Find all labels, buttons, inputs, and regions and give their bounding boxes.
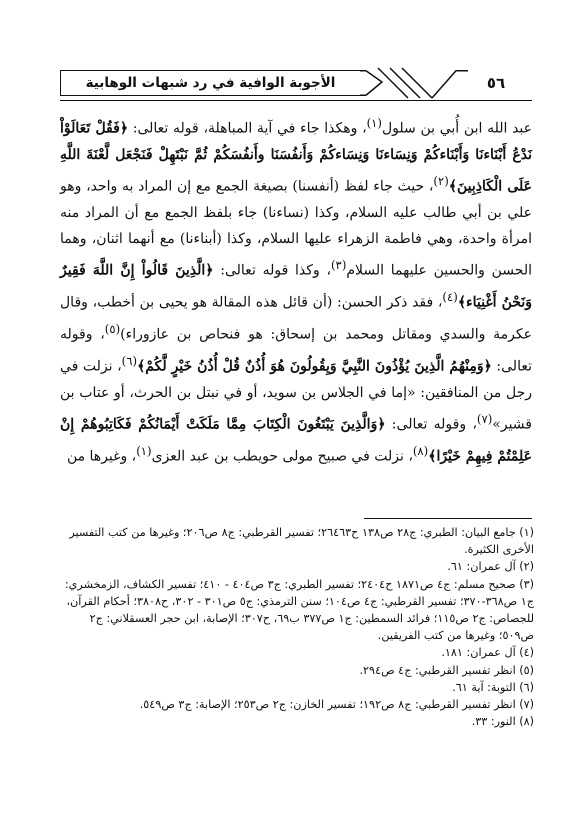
running-header xyxy=(60,64,532,101)
footnote: (٧) انظر تفسير القرطبي: ج٨ ص١٩٢؛ تفسير الخازن: ج٢ ص٢٥٣؛ الإصابة: ج٣ ص٥٤٩. xyxy=(139,698,534,712)
footnote: (٥) انظر تفسير القرطبي: ج٤ ص٢٩٤. xyxy=(359,663,534,677)
footnote: (٣) صحيح مسلم: ج٤ ص١٨٧١ ح٢٤٠٤؛ تفسير الطبري: ج٣ ص٤٠٤ - ٤١٠؛ تفسير الكشاف، الزمخشري: ج١ ص٣٦٨-٣٧٠؛ تفسير القرطبي: ج٤ ص١٠٤؛ سنن الترمذي: ج٥ ص٣٠١ - ٣٠٢، ح٣٨٠٨؛ أحكام القرآن، للجصاص: ج٢ ص١١٥؛ فرائد السمطين: ج١ ص٣٧٧ ب٦٩، ح٣٠٧؛ الإصابة، ابن حجر العسقلاني: ج٢ ص٥٠٩؛ وغيرها من كتب الفريقين. xyxy=(64,577,534,643)
footnote: (٢) آل عمران: ٦١. xyxy=(447,560,534,574)
text-run: عبد الله ابن أُبي بن سلول xyxy=(381,120,533,137)
footnote-ref: (٨) xyxy=(412,443,429,458)
footnote-ref: (٦) xyxy=(121,353,138,368)
text-run: ، نزلت في رجل من المنافقين: «إما في الجلاس بن سويد، أو في نبتل بن الحرث، أو عتاب بن قشير» xyxy=(60,358,532,433)
text-run: ، وغيرها من xyxy=(66,448,137,465)
footnote: (٨) النور: ٣٣. xyxy=(471,715,534,729)
text-run: ، وهكذا جاء في آية المباهلة، قوله تعالى: xyxy=(128,120,367,137)
quran-verse: ﴿الَّذِينَ قَالُواْ إِنَّ اللَّهَ فَقِيرٌ وَنَحْنُ أَغْنِيَاء﴾ xyxy=(60,262,532,311)
text-run: ، وكذا قوله تعالى: xyxy=(213,262,331,279)
footnote-ref: (٥) xyxy=(104,322,121,337)
header-ornament xyxy=(360,64,468,100)
footnote: (٦) التوبة: آية ٦١. xyxy=(452,680,534,694)
footnote-ref: (٤) xyxy=(442,290,458,305)
footnote-ref: (٢) xyxy=(433,174,449,189)
quran-verse: ﴿وَمِنْهُمُ الَّذِينَ يُؤْذُونَ النَّبِيَّ وَيِقُولُونَ هُوَ أُذُنٌ قُلْ أُذُنُ خَيْرٍ لَّكُمْ﴾ xyxy=(137,358,492,375)
footnotes xyxy=(60,524,534,730)
text-run: ، فقد ذكر الحسن: (أن قائل هذه المقالة هو يحيى بن أخطب، وقال عكرمة والسدي ومقاتل ومحمد بن إسحاق: هو فنحاص بن عازوراء) xyxy=(60,294,532,343)
footnote-ref: (١) xyxy=(366,116,382,130)
footnote: (٤) آل عمران: ١٨١. xyxy=(441,646,534,660)
paragraph xyxy=(60,110,532,470)
text-run: ، وقوله تعالى: xyxy=(60,326,532,375)
footnote-separator xyxy=(364,518,532,519)
footnote: (١) جامع البيان: الطبري: ج٢٨ ص١٣٨ ح٢٦٤٦٣؛ تفسير القرطبي: ج٨ ص٢٠٦؛ وغيرها من كتب التفسير الأخرى الكثيرة. xyxy=(69,526,534,557)
main-text xyxy=(60,110,532,470)
quran-verse: ﴿فَقُلْ تَعَالَوْاْ نَدْعُ أَبْنَاءنَا وَأَبْنَاءكُمْ وَنِسَاءنَا وَنِسَاءكُمْ وَأَنفُسَنَا وأَنفُسَكُمْ ثُمَّ نَبْتَهِلْ فَنَجْعَل لَّعْنَةَ اللَّهِ عَلَى الْكَاذِبِينَ﴾ xyxy=(60,120,533,195)
book-title: الأجوبة الوافية في رد شبهات الوهابية xyxy=(60,70,360,96)
text-run: ، حيث جاء لفظ (أنفسنا) بصيغة الجمع مع إن المراد به واحد، وهو علي بن أبي طالب عليه السلام، وكذا (نساءنا) جاء بلفظ الجمع مع أن المراد منه امرأة واحدة، وهي فاطمة الزهراء عليها السلام، وكذا (أبناءنا) مع أنهما اثنان، وهما الحسن والحسين عليهما السلام xyxy=(60,178,532,279)
footnote-ref: (٣) xyxy=(330,258,347,273)
quran-verse: ﴿وَالَّذِينَ يَبْتَغُونَ الْكِتَابَ مِمَّا مَلَكَتْ أَيْمَانُكُمْ فَكَاتِبُوهُمْ إِنْ عَلِمْتُمْ فِيهِمْ خَيْرًا﴾ xyxy=(60,416,532,465)
footnote-ref: (١) xyxy=(136,443,152,458)
footnote-ref: (٧) xyxy=(476,411,493,426)
text-run: ، نزلت في صبيح مولى حويطب بن عبد العزى xyxy=(151,448,413,465)
text-run: ، وقوله تعالى: xyxy=(385,416,477,433)
page-number: ٥٦ xyxy=(486,74,506,92)
